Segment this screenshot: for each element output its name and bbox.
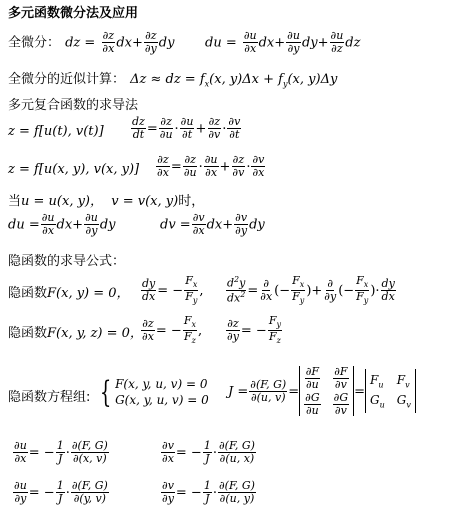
composite-case1-def: z = f[u(t), v(t)]: [8, 124, 104, 139]
composite-case2-formula: $\frac{\partial z}{\partial x}$ = $\frac{\partial z}{\partial u}$ · $\frac{\partial u}{\partial x}$ + $\frac{\partial z}{\partial v}$ · $\frac{\partial v}{\partial x}$: [157, 153, 265, 179]
system-eq1: F(x, y, u, v) = 0: [115, 377, 208, 391]
total-differential-label: 全微分：: [8, 35, 61, 51]
implicit-heading: 隐函数的求导公式：: [8, 254, 126, 269]
dv-dy-formula: $\frac{\partial v}{\partial y}$ = − $\frac{1}{J}$ · $\frac{\partial(F, G)}{\partial(u, y)}$: [162, 479, 255, 505]
system-equations: { F(x, y, u, v) = 0 G(x, y, u, v) = 0: [99, 374, 209, 410]
implicit-case2-second: $\frac{d^2y}{dx^2}$ = $\frac{\partial}{\partial x}$ (− $\frac{F_x}{F_y}$ )+ $\frac{\partial}{\partial y}$ (− $\frac{F_x}{F_y}$ )· $\frac{dy}{dx}$: [227, 274, 395, 305]
implicit-case3-dzdx: $\frac{\partial z}{\partial x}$ = − $\frac{F_x}{F_z}$ ,: [142, 314, 203, 345]
dv-dx-formula: $\frac{\partial v}{\partial x}$ = − $\frac{1}{J}$ · $\frac{\partial(F, G)}{\partial(u, x)}$: [162, 439, 255, 465]
system-eq2: G(x, y, u, v) = 0: [115, 393, 209, 408]
composite-heading: 多元复合函数的求导法: [8, 98, 139, 113]
approximation-label: 全微分的近似计算：: [8, 72, 126, 87]
dv-formula: dv = $\frac{\partial v}{\partial x}$ dx+ $\frac{\partial v}{\partial y}$ dy: [160, 211, 265, 237]
implicit-case2-dydx: $\frac{dy}{dx}$ = − $\frac{F_x}{F_y}$ ,: [142, 274, 204, 305]
implicit-case3-dzdy: $\frac{\partial z}{\partial y}$ = − $\frac{F_y}{F_z}$: [227, 314, 281, 345]
system-prefix: 隐函数方程组:: [8, 390, 91, 405]
approximation-formula: Δz ≈ dz = $f_x(x$, $y)\Delta x + f_y(x$, y)Δy: [130, 72, 338, 89]
when-line: 当u = u(x, y)， v = v(x, y)时，: [8, 194, 205, 209]
du-dy-formula: $\frac{\partial u}{\partial y}$ = − $\frac{1}{J}$ · $\frac{\partial(F, G)}{\partial(y, v)}$: [14, 479, 108, 505]
du-equals: du =: [205, 35, 237, 51]
composite-case1-formula: $\frac{dz}{dt}$ = $\frac{\partial z}{\partial u}$ · $\frac{\partial u}{\partial t}$ + $\frac{\partial z}{\partial v}$ · $\frac{\partial v}{\partial t}$: [132, 115, 241, 141]
approximation-line: [8, 68, 337, 89]
du-total-differential: du = $\frac{\partial u}{\partial x}$ dx+ $\frac{\partial u}{\partial y}$ dy+ $\frac{\partial u}{\partial z}$ dz: [205, 29, 361, 55]
total-differential-line: 全微分： dz = $\frac{\partial z}{\partial x}$ dx+ $\frac{\partial z}{\partial y}$ dy: [8, 29, 175, 55]
du-dx-formula: $\frac{\partial u}{\partial x}$ = − $\frac{1}{J}$ · $\frac{\partial(F, G)}{\partial(x, v)}$: [14, 439, 108, 465]
jacobian-partials: $\frac{\partial F}{\partial u}$ $\frac{\partial G}{\partial u}$ $\frac{\partial F}{\partial v}$ $\frac{\partial G}{\partial v}$: [299, 366, 354, 416]
jacobian-matrix: $F_u$ $F_v$ $G_u$ $G_v$: [365, 369, 416, 414]
implicit-case2: 隐函数F(x, y) = 0，: [8, 286, 130, 301]
jacobian: J = $\frac{\partial(F, G)}{\partial(u, v)}$ = $\frac{\partial F}{\partial u}$ $\frac{\partial G}{\partial u}$ $\frac{\partial F}{\partial v}$ $\frac{\partial G}{\partial v}$ = $F_u$ $F_v$ $G_u$ $G_v$: [228, 366, 416, 416]
composite-case2-def: z = f[u(x, y), v(x, y)]: [8, 162, 140, 177]
du-dv-line: du = $\frac{\partial u}{\partial x}$ dx+ $\frac{\partial u}{\partial y}$ dy: [8, 211, 116, 237]
dz-dx-fraction: $\frac{\partial z}{\partial x}$: [102, 29, 115, 55]
dz-dy-fraction: $\frac{\partial z}{\partial y}$: [144, 29, 157, 55]
page-title: 多元函数微分法及应用: [8, 6, 139, 21]
dz-equals: dz =: [65, 35, 96, 51]
implicit-case3: 隐函数F(x, y, z) = 0，: [8, 326, 143, 341]
